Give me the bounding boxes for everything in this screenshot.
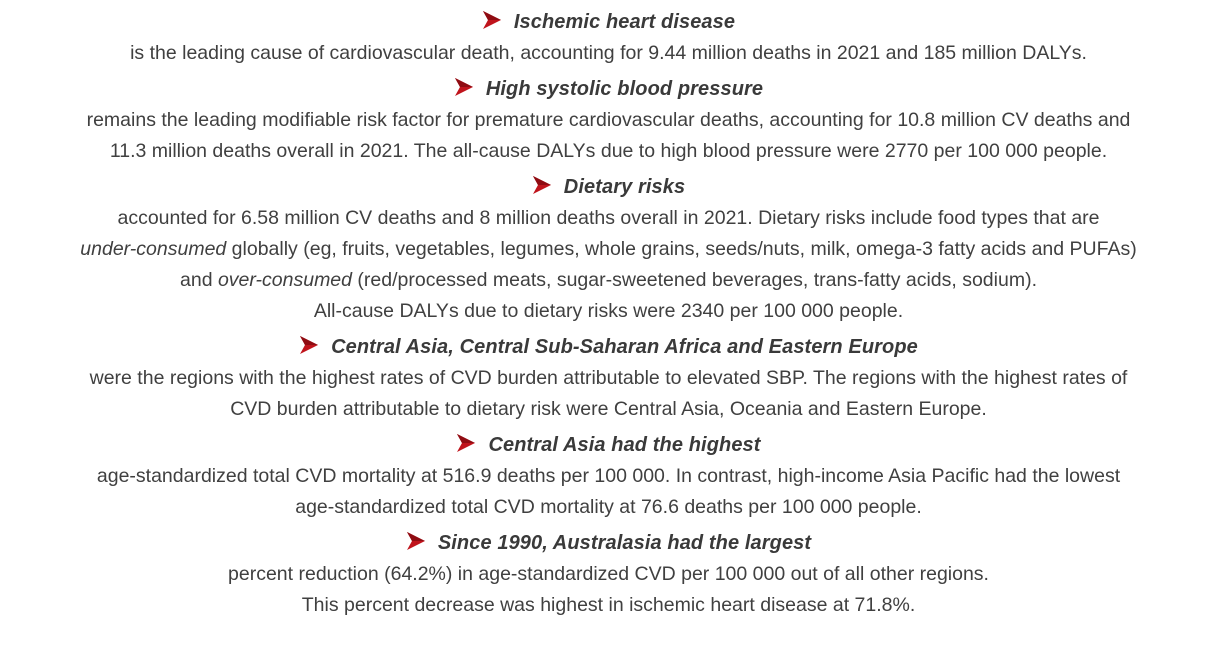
body-text-line: [0, 105, 1217, 136]
heading-text: Central Asia, Central Sub-Saharan Africa and Eastern Europe: [331, 336, 918, 358]
body-text-line: [0, 492, 1217, 523]
body-text-line: [0, 234, 1217, 265]
text-segment: and: [180, 269, 218, 291]
key-finding-section: [0, 430, 1217, 523]
arrow-bullet-icon: [406, 531, 426, 556]
body-text-line: [0, 136, 1217, 167]
text-segment: This percent decrease was highest in ischemic heart disease at 71.8%.: [301, 594, 916, 616]
emphasized-term: over-consumed: [217, 269, 352, 291]
body-text-line: [0, 363, 1217, 394]
heading-text: Central Asia had the highest: [488, 434, 761, 456]
heading-text: Ischemic heart disease: [513, 11, 736, 33]
heading-text: Dietary risks: [563, 176, 686, 198]
text-segment: globally (eg, fruits, vegetables, legumes, whole grains, seeds/nuts, milk, omega-3 fatty acids and PUFAs): [226, 238, 1137, 260]
body-text-line: [0, 461, 1217, 492]
key-finding-section: [0, 332, 1217, 425]
heading-text: High systolic blood pressure: [485, 78, 764, 100]
arrow-bullet-icon: [454, 77, 474, 102]
emphasized-term: under-consumed: [80, 238, 227, 260]
body-text-line: [0, 38, 1217, 69]
arrow-bullet-icon: [482, 10, 502, 35]
text-segment: accounted for 6.58 million CV deaths and 8 million deaths overall in 2021. Dietary risks include food types that are: [117, 207, 1100, 229]
arrow-bullet-icon: [532, 175, 552, 200]
arrow-bullet-icon: [456, 433, 476, 458]
key-finding-section: [0, 74, 1217, 167]
body-text-line: [0, 394, 1217, 425]
text-segment: (red/processed meats, sugar-sweetened beverages, trans-fatty acids, sodium).: [352, 269, 1037, 291]
key-finding-heading: [0, 332, 1217, 363]
key-finding-heading: [0, 7, 1217, 38]
key-finding-section: [0, 7, 1217, 69]
body-text-line: [0, 296, 1217, 327]
text-segment: CVD burden attributable to dietary risk were Central Asia, Oceania and Eastern Europe.: [230, 398, 987, 420]
text-segment: were the regions with the highest rates of CVD burden attributable to elevated SBP. The regions with the highest rates of: [89, 367, 1128, 389]
text-segment: is the leading cause of cardiovascular death, accounting for 9.44 million deaths in 2021 and 185 million DALYs.: [130, 42, 1087, 64]
key-finding-heading: [0, 74, 1217, 105]
text-segment: percent reduction (64.2%) in age-standardized CVD per 100 000 out of all other regions.: [228, 563, 989, 585]
text-segment: All-cause DALYs due to dietary risks were 2340 per 100 000 people.: [313, 300, 904, 322]
key-finding-section: [0, 172, 1217, 327]
body-text-line: [0, 265, 1217, 296]
body-text-line: [0, 559, 1217, 590]
text-segment: 11.3 million deaths overall in 2021. The all-cause DALYs due to high blood pressure were 2770 per 100 000 people.: [109, 140, 1108, 162]
key-finding-heading: [0, 430, 1217, 461]
key-finding-section: [0, 528, 1217, 621]
body-text-line: [0, 590, 1217, 621]
text-segment: remains the leading modifiable risk factor for premature cardiovascular deaths, accounting for 10.8 million CV deaths and: [86, 109, 1131, 131]
key-finding-heading: [0, 172, 1217, 203]
arrow-bullet-icon: [299, 335, 319, 360]
text-segment: age-standardized total CVD mortality at 76.6 deaths per 100 000 people.: [295, 496, 922, 518]
heading-text: Since 1990, Australasia had the largest: [437, 532, 812, 554]
text-segment: age-standardized total CVD mortality at 516.9 deaths per 100 000. In contrast, high-income Asia Pacific had the lowest: [96, 465, 1121, 487]
key-finding-heading: [0, 528, 1217, 559]
body-text-line: [0, 203, 1217, 234]
